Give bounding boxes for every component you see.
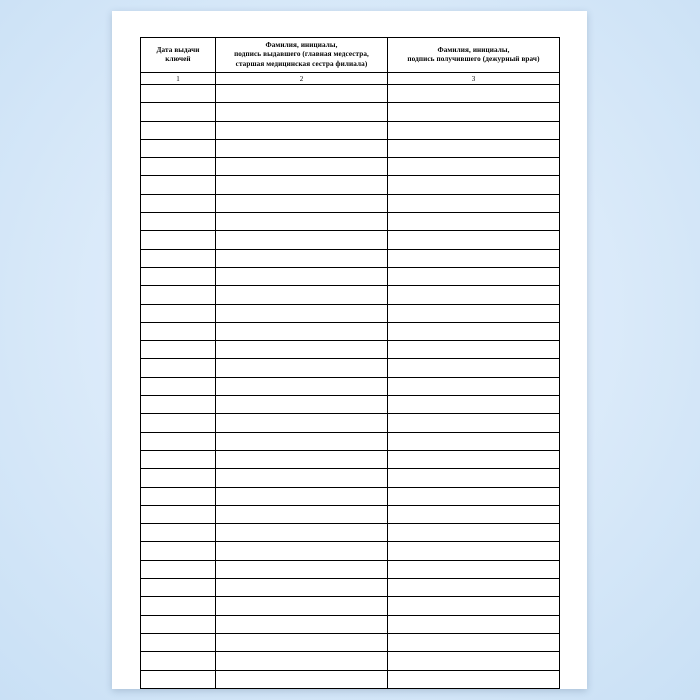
table-cell-empty[interactable] (141, 414, 216, 432)
table-cell-empty[interactable] (141, 249, 216, 267)
column-header-issuer-line-2: подпись выдавшего (главная медсестра, (234, 50, 369, 59)
table-cell-empty[interactable] (388, 396, 560, 414)
table-row (141, 560, 560, 578)
table-cell-empty[interactable] (141, 359, 216, 377)
table-cell-empty[interactable] (216, 597, 388, 615)
table-cell-empty[interactable] (141, 524, 216, 542)
table-row (141, 450, 560, 468)
table-cell-empty[interactable] (216, 341, 388, 359)
table-row (141, 670, 560, 688)
table-cell-empty[interactable] (388, 176, 560, 194)
table-cell-empty[interactable] (216, 487, 388, 505)
table-cell-empty[interactable] (216, 377, 388, 395)
table-cell-empty[interactable] (141, 670, 216, 688)
table-cell-empty[interactable] (216, 85, 388, 103)
column-header-date (141, 38, 216, 73)
table-cell-empty[interactable] (388, 450, 560, 468)
table-cell-empty[interactable] (141, 542, 216, 560)
table-row (141, 341, 560, 359)
table-row (141, 176, 560, 194)
table-row (141, 267, 560, 285)
table-cell-empty[interactable] (388, 670, 560, 688)
table-cell-empty[interactable] (388, 633, 560, 651)
table-cell-empty[interactable] (141, 103, 216, 121)
column-header-date-line-2: ключей (165, 55, 191, 63)
table-cell-empty[interactable] (141, 505, 216, 523)
table-row (141, 322, 560, 340)
table-cell-empty[interactable] (388, 560, 560, 578)
table-cell-empty[interactable] (388, 432, 560, 450)
table-cell-empty[interactable] (141, 396, 216, 414)
table-cell-empty[interactable] (216, 267, 388, 285)
table-row (141, 377, 560, 395)
table-cell-empty[interactable] (388, 652, 560, 670)
table-cell-empty[interactable] (141, 560, 216, 578)
table-row (141, 469, 560, 487)
table-cell-empty[interactable] (388, 597, 560, 615)
table-cell-empty[interactable] (141, 377, 216, 395)
column-header-issuer-line-3: старшая медицинская сестра филиала) (235, 59, 368, 68)
table-row (141, 158, 560, 176)
table-row (141, 414, 560, 432)
table-row (141, 85, 560, 103)
table-cell-empty[interactable] (141, 579, 216, 597)
table-row (141, 231, 560, 249)
table-cell-empty[interactable] (141, 158, 216, 176)
table-row (141, 542, 560, 560)
table-cell-empty[interactable] (216, 505, 388, 523)
table-cell-empty[interactable] (388, 249, 560, 267)
table-cell-empty[interactable] (388, 579, 560, 597)
table-cell-empty[interactable] (216, 158, 388, 176)
table-cell-empty[interactable] (388, 487, 560, 505)
table-row (141, 396, 560, 414)
table-cell-empty[interactable] (216, 615, 388, 633)
table-header (141, 38, 560, 85)
table-cell-empty[interactable] (216, 652, 388, 670)
table-cell-empty[interactable] (216, 633, 388, 651)
column-number-2: 2 (216, 73, 388, 85)
table-row (141, 213, 560, 231)
table-row (141, 633, 560, 651)
table-cell-empty[interactable] (388, 615, 560, 633)
column-number-1: 1 (141, 73, 216, 85)
table-cell-empty[interactable] (388, 213, 560, 231)
table-cell-empty[interactable] (141, 341, 216, 359)
table-row (141, 359, 560, 377)
table-cell-empty[interactable] (388, 85, 560, 103)
table-cell-empty[interactable] (388, 505, 560, 523)
table-cell-empty[interactable] (141, 121, 216, 139)
table-cell-empty[interactable] (388, 231, 560, 249)
table-cell-empty[interactable] (216, 450, 388, 468)
table-cell-empty[interactable] (388, 286, 560, 304)
table-cell-empty[interactable] (388, 139, 560, 157)
table-row (141, 249, 560, 267)
table-cell-empty[interactable] (141, 213, 216, 231)
table-cell-empty[interactable] (216, 560, 388, 578)
table-row (141, 194, 560, 212)
table-row (141, 432, 560, 450)
table-cell-empty[interactable] (388, 267, 560, 285)
table-cell-empty[interactable] (388, 322, 560, 340)
table-row (141, 121, 560, 139)
table-cell-empty[interactable] (388, 359, 560, 377)
table-row (141, 103, 560, 121)
table-cell-empty[interactable] (141, 487, 216, 505)
table-cell-empty[interactable] (141, 85, 216, 103)
table-cell-empty[interactable] (388, 469, 560, 487)
table-cell-empty[interactable] (216, 231, 388, 249)
table-cell-empty[interactable] (388, 341, 560, 359)
table-cell-empty[interactable] (216, 121, 388, 139)
table-cell-empty[interactable] (216, 359, 388, 377)
table-row (141, 524, 560, 542)
table-cell-empty[interactable] (216, 249, 388, 267)
table-cell-empty[interactable] (141, 176, 216, 194)
table-cell-empty[interactable] (216, 542, 388, 560)
table-row (141, 579, 560, 597)
table-cell-empty[interactable] (388, 194, 560, 212)
table-cell-empty[interactable] (388, 158, 560, 176)
table-cell-empty[interactable] (216, 194, 388, 212)
table-cell-empty[interactable] (216, 286, 388, 304)
column-header-receiver (388, 38, 560, 73)
table-row (141, 139, 560, 157)
table-cell-empty[interactable] (216, 396, 388, 414)
table-cell-empty[interactable] (141, 469, 216, 487)
table-cell-empty[interactable] (141, 304, 216, 322)
column-number-3: 3 (388, 73, 560, 85)
table-cell-empty[interactable] (216, 432, 388, 450)
table-cell-empty[interactable] (141, 139, 216, 157)
table-cell-empty[interactable] (388, 103, 560, 121)
table-row (141, 505, 560, 523)
table-cell-empty[interactable] (141, 615, 216, 633)
column-header-receiver-line-2: подпись получившего (дежурный врач) (407, 55, 540, 63)
table-row (141, 652, 560, 670)
column-header-date-line-1: Дата выдачи (156, 45, 200, 54)
table-cell-empty[interactable] (141, 633, 216, 651)
table-cell-empty[interactable] (388, 524, 560, 542)
table-body (141, 85, 560, 689)
table-cell-empty[interactable] (388, 121, 560, 139)
column-header-issuer-line-1: Фамилия, инициалы, (265, 40, 338, 49)
table-cell-empty[interactable] (141, 597, 216, 615)
key-issue-register-table (140, 37, 560, 689)
column-number-row (141, 73, 560, 85)
table-cell-empty[interactable] (216, 579, 388, 597)
table-cell-empty[interactable] (216, 414, 388, 432)
table-cell-empty[interactable] (141, 652, 216, 670)
table-cell-empty[interactable] (216, 103, 388, 121)
table-cell-empty[interactable] (216, 213, 388, 231)
table-cell-empty[interactable] (141, 286, 216, 304)
table-cell-empty[interactable] (141, 450, 216, 468)
table-cell-empty[interactable] (388, 542, 560, 560)
table-cell-empty[interactable] (216, 322, 388, 340)
table-cell-empty[interactable] (216, 139, 388, 157)
table-cell-empty[interactable] (141, 267, 216, 285)
table-cell-empty[interactable] (388, 304, 560, 322)
table-cell-empty[interactable] (216, 670, 388, 688)
column-header-receiver-line-1: Фамилия, инициалы, (437, 45, 510, 54)
column-header-issuer (216, 38, 388, 73)
table-row (141, 615, 560, 633)
table-cell-empty[interactable] (141, 322, 216, 340)
table-cell-empty[interactable] (216, 524, 388, 542)
table-cell-empty[interactable] (141, 231, 216, 249)
document-page (112, 11, 587, 689)
table-row (141, 304, 560, 322)
table-header-row (141, 38, 560, 73)
table-cell-empty[interactable] (216, 469, 388, 487)
table-cell-empty[interactable] (388, 414, 560, 432)
table-cell-empty[interactable] (141, 194, 216, 212)
table-row (141, 286, 560, 304)
table-cell-empty[interactable] (216, 176, 388, 194)
table-row (141, 597, 560, 615)
table-cell-empty[interactable] (141, 432, 216, 450)
table-cell-empty[interactable] (216, 304, 388, 322)
table-cell-empty[interactable] (388, 377, 560, 395)
table-row (141, 487, 560, 505)
form-sheet (140, 37, 559, 659)
